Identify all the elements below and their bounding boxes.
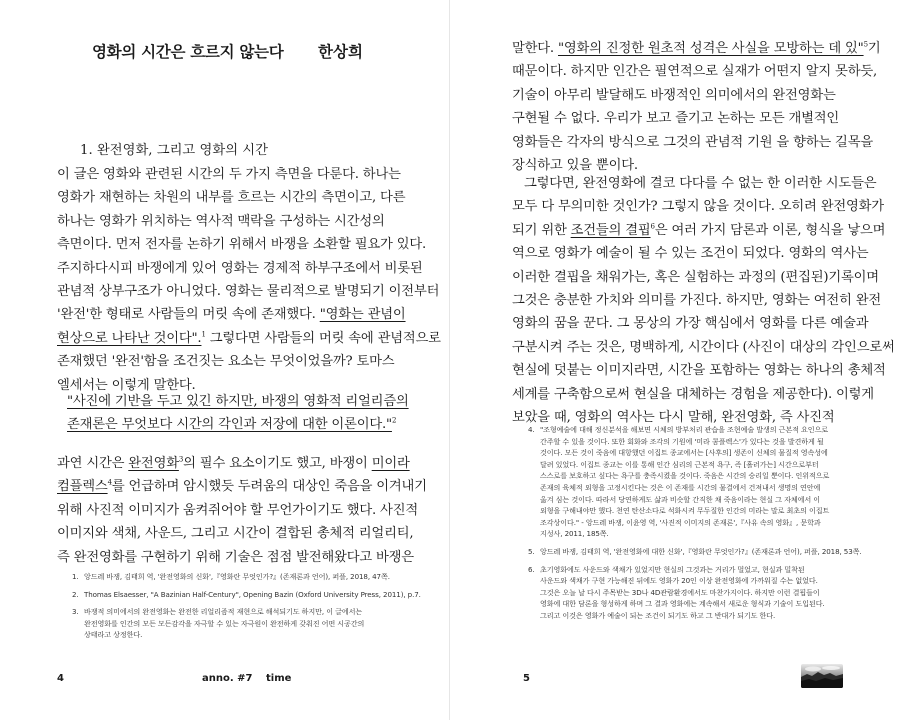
body-line: 현상으로 나타난 것이다".$^1$ 그렇다면 사람들의 머릿 속에 관념적으로 [57,330,441,346]
page-number: 4 [57,673,64,684]
left-body-paragraph-1 [57,163,441,397]
right-footnotes [528,424,868,622]
body-line: 관념적 상부구조가 아니었다. 영화는 물리적으로 발명되기 이전부터 [57,283,440,299]
footnote-ref[interactable]: 2 [391,416,397,425]
author-name: 한상희 [318,43,363,61]
body-line: 영화가 재현하는 차원의 내부를 흐르는 시간의 측면이고, 다른 [57,190,406,206]
body-line: 현실에 덧붙는 이미지라면, 시간을 포함하는 영화는 하나의 총체적 [512,363,886,379]
body-line: 하나는 영화가 위치하는 역사적 맥락을 구성하는 시간성의 [57,213,385,229]
body-line: 되기 위한 조건들의 결핍$^6$은 여러 가지 담론과 이론, 형식을 낳으며 [512,222,886,238]
right-page [450,0,900,720]
right-body-paragraph-2 [512,172,895,429]
body-line: 영화의 꿈을 꾼다. 그 몽상의 가장 핵심에서 영화를 다른 예술과 [512,316,869,332]
footnote-ref[interactable]: 4 [107,478,112,487]
body-line: 존재했던 '완전'함을 조건짓는 요소는 무엇이었을까? 토마스 [57,354,395,370]
footnote: 1. 앙드레 바쟁, 김태희 역, '완전영화의 신화',『영화란 무엇인가?』(존재론과 언어), 퍼플, 2018, 47쪽. [72,572,390,581]
body-line: 기술이 아무리 발달해도 바쟁적인 의미에서의 완전영화는 [512,87,836,103]
body-line: 역으로 영화가 예술이 될 수 있는 조건이 되었다. 영화의 역사는 [512,246,869,262]
body-line: 모두 다 무의미한 것인가? 그렇지 않을 것이다. 오히려 완전영화가 [512,199,884,215]
section-heading: 1. 완전영화, 그리고 영화의 시간 [80,143,268,158]
footnote: 3. 바쟁적 의미에서의 완전영화는 완전한 리얼리즘적 재현으로 해석되기도 하지만, 이 글에서는 완전영화를 인간의 모든 모든감각을 자극할 수 있는 자극원이 완전하게 갖춰진 어떤 시공간의 상태라고 상정한다. [72,607,365,640]
quote-line: "사진에 기반을 두고 있긴 하지만, 바쟁의 영화적 리얼리즘의 [67,394,409,409]
journal-name: anno. #7 [202,673,253,684]
footnote: 2. Thomas Elsaesser, "A Bazinian Half-Century", Opening Bazin (Oxford University Press, 2011), p.7. [72,589,421,599]
body-line: 그것은 충분한 가치와 의미를 가진다. 하지만, 영화는 여전히 완전 [512,292,882,308]
body-line: 위해 사진적 이미지가 움켜쥐어야 할 무언가이기도 했다. 사진적 [57,502,418,518]
underlined-quote: 현상으로 나타난 것이다". [57,330,202,346]
body-line: 때문이다. 하지만 인간은 필연적으로 실재가 어떤지 알지 못하듯, [512,64,878,80]
body-line: 영화들은 각자의 방식으로 그것의 관념적 기원 을 향하는 길목을 [512,134,873,150]
body-line: 이 글은 영화와 관련된 시간의 두 가지 측면을 다룬다. 하나는 [57,167,401,182]
body-line: 그렇다면, 완전영화에 결코 다다를 수 없는 한 이러한 시도들은 [524,176,877,191]
footnote-ref[interactable]: 3 [178,455,184,464]
footnote: 4. "조형예술에 대해 정신분석을 해보면 시체의 방부처리 관습을 조현예술 발생의 근본적 요인으로 간주할 수 있을 것이다. 또한 회화와 조각의 기원에 '미라 콤플렉스'가 있다는 것을 발견하게 될 것이다. 모든 것이 죽음에 대항했던 이집트 종교에서는 [사후의] 생존이 신체의 물질적 영속성에 달려 있었다. 이집트 종교는 이를 통해 인간 심리의 근본적 욕구, 즉 [흘러가는] 시간으로부터 스스로를 보호하고 싶다는 욕구를 충족시켰을 것이다. 죽음은 시간의 승리일 뿐이다. 인위적으로 존재의 육체적 외형을 고정시킨다는 것은 이 존재를 시간의 물결에서 건져내서 생명의 연안에 옮겨 심는 것이다. 따라서 당연하게도 삶과 비슷할 간직한 채 죽음이라는 현실 그 자체에서 이 외형을 구해내야만 했다. 천연 탄산소다로 석화시켜 무두질한 인간의 미라는 말로 최초의 이집트 조각상이다." - 앙드레 바쟁, 이윤영 역, '사진적 이미지의 존재론',『사유 속의 영화』, 문학과 지성사, 2011, 185쪽. [528,425,830,539]
landscape-photo-icon [801,664,843,688]
body-line: 이러한 결핍을 채워가는, 혹은 실험하는 과정의 (편집된)기록이며 [512,269,879,285]
body-line: 이미지와 색채, 사운드, 그리고 시간이 결합된 총체적 리얼리티, [57,526,414,542]
body-line: 엘세서는 이렇게 말한다. [57,377,196,393]
block-quote [57,390,409,437]
body-line: 과연 시간은 완전영화$^3$의 필수 요소이기도 했고, 바쟁이 미이라 [57,455,410,471]
quote-line: 존재론은 무엇보다 시간의 각인과 저장에 대한 이론이다."$^2$ [67,416,397,433]
issue-theme: time [266,673,292,684]
footnote-ref[interactable]: 5 [863,40,868,49]
footnote: 5. 앙드레 바쟁, 김태희 역, '완전영화에 대한 신화',『영화란 무엇인가?』(존재론과 언어), 퍼플, 2018, 53쪽. [528,546,862,556]
body-line: 장식하고 있을 뿐이다. [512,157,638,173]
left-body-paragraph-2 [57,452,427,569]
right-body-paragraph-1 [512,37,881,177]
body-line: '완전'한 형태로 사람들의 머릿 속에 존재했다. "영화는 관념이 [57,307,406,323]
body-line: 보았을 때, 영화의 역사는 다시 말해, 완전영화, 즉 사진적 [512,409,835,425]
title-row [92,40,392,64]
underlined-quote: "영화는 관념이 [319,307,406,323]
footnote-ref[interactable]: 1 [201,330,206,339]
body-line: 구현될 수 없다. 우리가 보고 즐기고 논하는 모든 개별적인 [512,111,840,127]
body-line: 즉 완전영화를 구현하기 위해 기술은 점점 발전해왔다고 바쟁은 [57,549,414,565]
body-line: 세계를 구축함으로써 현실을 대체하는 경험을 제공한다). 이렇게 [512,386,874,402]
body-line: 주지하다시피 바쟁에게 있어 영화는 경제적 하부구조에서 비롯된 [57,260,423,276]
left-footnotes [72,571,421,641]
page-number: 5 [523,673,530,684]
body-line: 컴플렉스$^4$를 언급하며 암시했듯 두려움의 대상인 죽음을 이겨내기 [57,478,427,495]
left-page [0,0,449,720]
body-line: 말한다. "영화의 진정한 원초적 성격은 사실을 모방하는 데 있"$^5$기 [512,40,881,56]
footnote-ref[interactable]: 6 [650,222,655,231]
footnote: 6. 초기영화에도 사운드와 색채가 있었지만 현실의 그것과는 거리가 멀었고, 현실과 밀착된 사운드와 색채가 구현 가능해진 뒤에도 영화가 20인 이상 완전영화에 가까워질 수는 없었다. 그것은 오늘 날 다시 주목받는 3D나 4D관람환경에서도 마찬가지이다. 하지만 이런 결핍들이 영화에 대한 담론을 형성하게 하며 그 결과 영화에는 계속해서 새로운 형식과 기술이 도입된다. 그리고 이것은 영화가 예술이 되는 조건이 되기도 하고 그 반대가 되기도 한다. [528,564,825,620]
article-title: 영화의 시간은 흐르지 않는다 [92,43,284,61]
body-line: 구분시켜 주는 것은, 명백하게, 시간이다 (사진이 대상의 각인으로써 [512,339,895,355]
body-line: 측면이다. 먼저 전자를 논하기 위해서 바쟁을 소환할 필요가 있다. [57,237,427,253]
